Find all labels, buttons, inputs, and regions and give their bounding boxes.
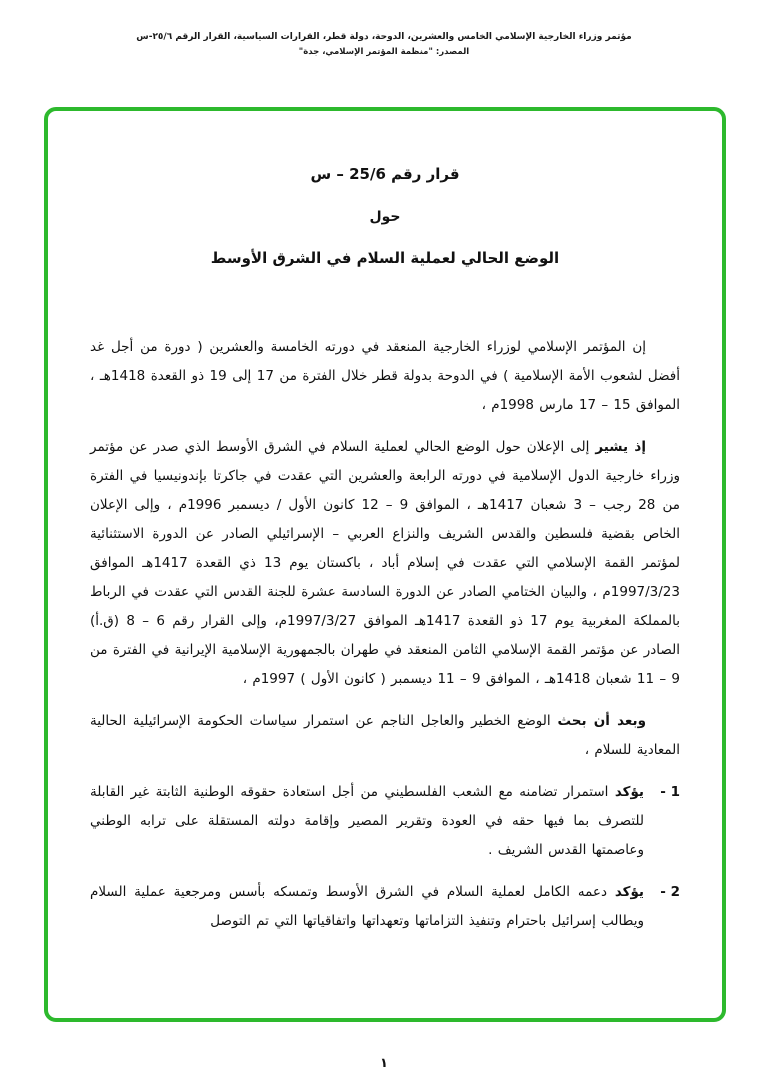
green-border-frame bbox=[44, 107, 726, 1022]
header-line-2: المصدر: "منظمة المؤتمر الإسلامي، جدة" bbox=[298, 47, 470, 58]
item-text: دعمه الكامل لعملية السلام في الشرق الأوسط وتمسكه بأسس ومرجعية عملية السلام ويطالب إسرائيل باحترام وتنفيذ التزاماتها وتعهداتها واتفاقياتها التي تم التوصل bbox=[90, 884, 644, 929]
paragraph-text: إن المؤتمر الإسلامي لوزراء الخارجية المنعقد في دورته الخامسة والعشرين ( دورة من أجل غد أفضل لشعوب الأمة الإسلامية ) في الدوحة بدولة قطر خلال الفترة من 17 إلى 19 ذو القعدة 1418هـ ، الموافق 15 – 17 مارس 1998م ، bbox=[90, 339, 680, 413]
document-source-header bbox=[0, 30, 768, 60]
item-text: استمرار تضامنه مع الشعب الفلسطيني من أجل استعادة حقوقه الوطنية الثابتة غير القابلة للتصرف بما فيها حقه في العودة وتقرير المصير وإقامة دولته المستقلة على ترابه الوطني وعاصمتها القدس الشريف . bbox=[90, 784, 644, 858]
resolution-subject-title: الوضع الحالي لعملية السلام في الشرق الأوسط bbox=[210, 249, 560, 267]
item-text-block bbox=[90, 778, 644, 865]
resolution-number-title: قرار رقم 25/6 – س bbox=[310, 165, 460, 183]
operative-item-1 bbox=[90, 778, 680, 865]
paragraph-text: إلى الإعلان حول الوضع الحالي لعملية السلام في الشرق الأوسط الذي صدر عن مؤتمر وزراء خارجية الدول الإسلامية في دورته الرابعة والعشرين التي عقدت في جاكرتا بإندونيسيا في الفترة من 28 رجب – 3 شعبان 1417هـ ، الموافق 9 – 12 كانون الأول / ديسمبر 1996م ، وإلى الإعلان الخاص بقضية فلسطين والقدس الشريف والنزاع العربي – الإسرائيلي الصادر عن الدورة الاستثنائية لمؤتمر القمة الإسلامي التي عقدت في إسلام أباد ، باكستان يوم 13 ذي القعدة 1417هـ الموافق 1997/3/23م ، والبيان الختامي الصادر عن الدورة السادسة عشرة للجنة القدس التي عقدت في الرباط بالمملكة المغربية يوم 17 ذو القعدة 1417هـ الموافق 1997/3/27م، وإلى القرار رقم 6 – 8 (ق.أ) الصادر عن مؤتمر القمة الإسلامي الثامن المنعقد في طهران بالجمهورية الإسلامية الإيرانية في الفترة من 9 – 11 شعبان 1418هـ ، الموافق 9 – 11 ديسمبر ( كانون الأول ) 1997م ، bbox=[90, 439, 680, 687]
preamble-paragraph-3 bbox=[90, 707, 680, 765]
preamble-paragraph-2 bbox=[90, 433, 680, 694]
item-number: 1 - bbox=[660, 784, 680, 800]
page-number: ١ bbox=[380, 1056, 388, 1071]
resolution-title-hawl: حول bbox=[369, 209, 401, 225]
paragraph-text: الوضع الخطير والعاجل الناجم عن استمرار سياسات الحكومة الإسرائيلية الحالية المعادية للسلام ، bbox=[90, 713, 680, 758]
item-lead: يؤكد bbox=[614, 784, 644, 800]
item-lead: يؤكد bbox=[614, 884, 644, 900]
preamble-paragraph-1 bbox=[90, 333, 680, 420]
header-line-1: مؤتمر وزراء الخارجية الإسلامي الخامس والعشرين، الدوحة، دولة قطر، القرارات السياسية، القرار الرقم ٢٥/٦-س bbox=[136, 32, 632, 42]
resolution-title-block bbox=[90, 165, 680, 267]
paragraph-lead: إذ يشير bbox=[595, 439, 646, 455]
paragraph-lead: وبعد أن بحث bbox=[557, 713, 646, 729]
resolution-text bbox=[90, 333, 680, 936]
item-number: 2 - bbox=[660, 884, 680, 900]
operative-item-2 bbox=[90, 878, 680, 936]
document-body bbox=[48, 111, 722, 936]
item-text-block bbox=[90, 878, 644, 936]
